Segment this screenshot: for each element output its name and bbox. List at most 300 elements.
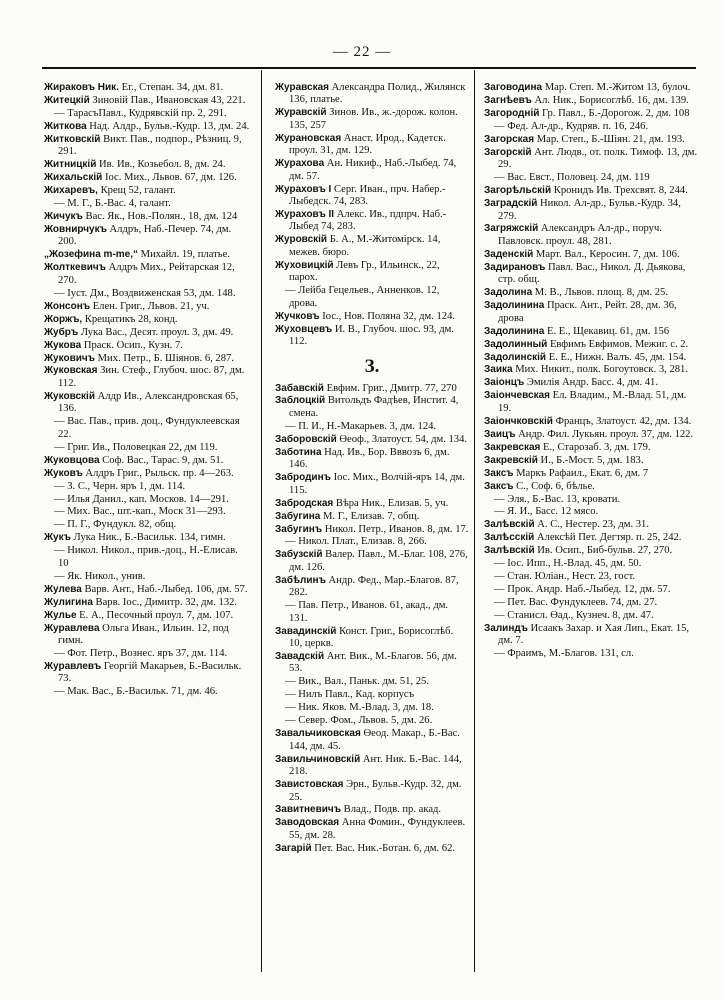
entry-details: — Іос. Ипп., Н.-Влад. 45, дм. 50. bbox=[494, 558, 642, 570]
entry-details: — Никол. Плат., Елизав. 8, 266. bbox=[285, 536, 427, 548]
directory-entry bbox=[275, 536, 469, 548]
entry-details: Крещ 52, галант. bbox=[97, 185, 176, 197]
directory-entry bbox=[275, 395, 469, 420]
entry-details: Ив. Осип., Биб-бульв. 27, 270. bbox=[534, 545, 673, 557]
entry-surname: Журовскій bbox=[275, 234, 328, 246]
entry-surname: Задолинный bbox=[484, 338, 548, 350]
directory-entry bbox=[44, 108, 250, 120]
directory-entry bbox=[275, 524, 469, 536]
directory-entry bbox=[484, 481, 698, 493]
entry-surname: Журавлевъ bbox=[44, 660, 102, 672]
entry-details: Александръ Ал-др., поруч. Павловск. проул. 48, 281. bbox=[498, 223, 662, 247]
directory-column-1 bbox=[44, 82, 250, 699]
entry-surname: Заводовская bbox=[275, 817, 340, 829]
entry-details: Өеоф., Златоуст. 54, дм. 134. bbox=[336, 433, 468, 445]
directory-column-2 bbox=[275, 82, 469, 856]
directory-entry bbox=[44, 584, 250, 596]
directory-entry bbox=[44, 327, 250, 339]
entry-details: Е., Старозаб. 3, дм. 179. bbox=[540, 441, 651, 453]
entry-surname: Задолинина bbox=[484, 325, 545, 337]
entry-details: — Вик., Вал., Паньк. дм. 51, 25. bbox=[285, 676, 429, 688]
entry-surname: Залѣвскій bbox=[484, 519, 535, 531]
entry-surname: Журахова bbox=[275, 158, 325, 170]
directory-entry bbox=[484, 506, 698, 518]
entry-details: Исаакъ Захар. и Хая Лип., Екат. 15, дм. 7. bbox=[498, 623, 690, 647]
entry-details: — Вас. Пав., прив. доц., Фундуклеевская 22. bbox=[54, 416, 240, 440]
directory-entry bbox=[44, 301, 250, 313]
entry-surname: Заіончковскій bbox=[484, 415, 553, 427]
entry-surname: Задолина bbox=[484, 287, 533, 299]
entry-details: Алдръ Мих., Рейтарская 12, 270. bbox=[58, 262, 235, 286]
entry-details: Ан. Никиф., Наб.-Лыбед. 74, дм. 57. bbox=[289, 158, 457, 182]
entry-details: Над. Алдр., Бульв.-Кудр. 13, дм. 24. bbox=[86, 120, 250, 132]
entry-details: — Эля., Б.-Вас. 13, кровати. bbox=[494, 493, 621, 505]
page-number: — 22 — bbox=[332, 44, 392, 60]
directory-entry bbox=[44, 82, 250, 94]
directory-entry bbox=[44, 198, 250, 210]
entry-details: — П. Г., Фундукл. 82, общ. bbox=[54, 519, 177, 531]
entry-surname: Житецкій bbox=[44, 94, 90, 106]
directory-entry bbox=[484, 571, 698, 583]
entry-details: Іос., Нов. Поляна 32, дм. 124. bbox=[319, 310, 456, 322]
directory-entry bbox=[44, 185, 250, 197]
entry-details: Варв. Іос., Димитр. 32, дм. 132. bbox=[92, 596, 238, 608]
entry-details: Евфимъ Евфимов. Межиг. с. 2. bbox=[547, 338, 689, 350]
directory-entry bbox=[484, 172, 698, 184]
directory-entry bbox=[44, 353, 250, 365]
column-divider bbox=[261, 70, 262, 972]
entry-details: Іос. Мих., Волчій-яръ 14, дм. 115. bbox=[289, 472, 465, 496]
directory-entry bbox=[484, 108, 698, 120]
directory-entry bbox=[44, 532, 250, 544]
entry-surname: Заксъ bbox=[484, 467, 514, 479]
entry-details: — Григ. Ив., Половецкая 22, дм 119. bbox=[54, 441, 218, 453]
entry-surname: Забродская bbox=[275, 497, 334, 509]
entry-details: Над. Ив., Бор. Вввозъ 6, дм. 146. bbox=[289, 446, 450, 471]
entry-details: Алекс. Ив., пдпрч. Наб.-Лыбед 74, 283. bbox=[289, 209, 447, 233]
directory-entry bbox=[44, 610, 250, 622]
directory-entry bbox=[44, 571, 250, 583]
entry-details: Мих. Петр., Б. Шіянов. 6, 287. bbox=[94, 352, 234, 364]
directory-entry bbox=[275, 549, 469, 574]
entry-details: Лука Вас., Десят. проул. 3, дм. 49. bbox=[78, 326, 234, 338]
directory-entry bbox=[484, 584, 698, 596]
entry-surname: Жихаревъ, bbox=[44, 185, 98, 197]
directory-entry bbox=[275, 285, 469, 310]
entry-details: Андр. Фил. Лукьян. проул. 37, дм. 122. bbox=[515, 428, 694, 440]
directory-entry bbox=[484, 416, 698, 428]
directory-entry bbox=[44, 519, 250, 531]
entry-details: Алексѣй Пет. Дегтяр. п. 25, 242. bbox=[534, 532, 682, 544]
entry-details: Серг. Иван., прч. Набер.-Лыбедск. 74, 283. bbox=[289, 183, 446, 208]
directory-entry bbox=[484, 223, 698, 248]
directory-entry bbox=[275, 158, 469, 183]
entry-details: Зинов. Ив., ж.-дорож. колон. 135, 257 bbox=[289, 107, 458, 131]
directory-entry bbox=[484, 532, 698, 544]
directory-entry bbox=[44, 134, 250, 159]
entry-details: Валер. Павл., М.-Благ. 108, 276, дм. 126. bbox=[289, 549, 468, 573]
directory-entry bbox=[484, 623, 698, 648]
entry-surname: Заденскій bbox=[484, 248, 534, 260]
entry-surname: Заблоцкій bbox=[275, 395, 326, 407]
entry-surname: Загорская bbox=[484, 133, 535, 145]
entry-surname: Жуковскій bbox=[44, 390, 95, 402]
entry-details: Пет. Вас. Ник.-Ботан. 6, дм. 62. bbox=[311, 842, 456, 854]
section-letter: З. bbox=[364, 355, 380, 377]
directory-entry bbox=[275, 626, 469, 651]
entry-surname: Жукова bbox=[44, 339, 82, 351]
entry-details: Конст. Григ., Борисоглѣб. 10, церкв. bbox=[289, 625, 454, 650]
directory-entry bbox=[44, 121, 250, 133]
entry-details: Викт. Пав., подпор., Рѣзниц. 9, 291. bbox=[58, 133, 242, 158]
entry-details: Іос. Мих., Львов. 67, дм. 126. bbox=[102, 172, 237, 184]
directory-entry bbox=[484, 300, 698, 325]
directory-entry bbox=[275, 209, 469, 234]
directory-entry bbox=[44, 159, 250, 171]
entry-surname: Задолинскій bbox=[484, 351, 547, 363]
entry-surname: Заборовскій bbox=[275, 433, 337, 445]
directory-entry bbox=[484, 648, 698, 660]
entry-details: Александра Полид., Жилянск 136, платье. bbox=[289, 82, 466, 106]
entry-surname: Жучковъ bbox=[275, 310, 320, 322]
directory-entry bbox=[275, 575, 469, 600]
directory-entry bbox=[44, 623, 250, 648]
entry-details: — Вас. Евст., Половец. 24, дм. 119 bbox=[494, 172, 650, 184]
entry-details: Эмилія Андр. Басс. 4, дм. 41. bbox=[524, 377, 658, 389]
directory-entry bbox=[44, 314, 250, 326]
entry-surname: Житкова bbox=[44, 120, 87, 132]
header-rule bbox=[42, 67, 696, 69]
entry-details: Мих. Никит., полк. Богоутовск. 3, 281. bbox=[512, 364, 689, 376]
directory-entry bbox=[484, 442, 698, 454]
directory-entry bbox=[275, 651, 469, 676]
entry-surname: Заксъ bbox=[484, 480, 514, 492]
entry-details: — Ник. Яков. М.-Влад. 3, дм. 18. bbox=[285, 702, 434, 714]
directory-entry bbox=[44, 262, 250, 287]
entry-details: Ант. Ник. Б.-Вас. 144, 218. bbox=[289, 753, 462, 778]
directory-entry bbox=[484, 134, 698, 146]
entry-surname: Завильчиновскій bbox=[275, 753, 361, 765]
entry-surname: Жуховцевъ bbox=[275, 323, 333, 335]
entry-details: Зин. Стеф., Глубоч. шос. 87, дм. 112. bbox=[58, 365, 245, 389]
entry-surname: Залѣсскій bbox=[484, 532, 535, 544]
directory-entry bbox=[484, 352, 698, 364]
directory-entry bbox=[275, 511, 469, 523]
entry-details: Варв. Ант., Наб.-Лыбед. 106, дм. 57. bbox=[81, 583, 248, 595]
entry-surname: Жураховъ I bbox=[275, 183, 332, 195]
entry-details: И., Б.-Мост. 5, дм. 183. bbox=[537, 454, 644, 466]
entry-surname: Заицъ bbox=[484, 428, 516, 440]
entry-surname: Закревская bbox=[484, 441, 541, 453]
directory-entry bbox=[484, 429, 698, 441]
directory-entry bbox=[275, 754, 469, 779]
entry-surname: Журавская bbox=[275, 82, 329, 93]
entry-details: Францъ, Златоуст. 42, дм. 134. bbox=[552, 415, 692, 427]
directory-entry bbox=[484, 121, 698, 133]
entry-surname: Загряжскій bbox=[484, 223, 539, 235]
entry-details: Ал. Ник., Борисоглѣб. 16, дм. 139. bbox=[531, 94, 689, 106]
directory-entry bbox=[275, 311, 469, 323]
directory-entry bbox=[44, 506, 250, 518]
directory-entry bbox=[275, 447, 469, 472]
directory-entry bbox=[44, 95, 250, 107]
directory-entry bbox=[484, 364, 698, 376]
entry-details: А. С., Нестер. 23, дм. 31. bbox=[534, 519, 649, 531]
entry-details: Витольдъ Фадѣев, Инстит. 4, смена. bbox=[289, 395, 459, 419]
directory-entry bbox=[44, 648, 250, 660]
entry-details: Б. А., М.-Житомірск. 14, межев. бюро. bbox=[289, 234, 441, 258]
entry-details: М. Г., Елизав. 7, общ. bbox=[320, 510, 420, 522]
entry-details: — М. Г., Б.-Вас. 4, галант. bbox=[54, 198, 171, 210]
entry-details: Март. Вал., Керосин. 7, дм. 106. bbox=[533, 248, 680, 260]
entry-details: Елен. Григ., Львов. 21, уч. bbox=[90, 300, 210, 312]
entry-surname: Жонсонъ bbox=[44, 300, 91, 312]
directory-entry bbox=[484, 545, 698, 557]
entry-details: Павл. Вас., Никол. Д. Дьякова, стр. общ. bbox=[498, 261, 686, 286]
entry-surname: Жолткевичъ bbox=[44, 262, 106, 274]
entry-details: — ТарасъПавл., Кудрявскій пр. 2, 291. bbox=[54, 107, 227, 119]
entry-details: — Станисл. Өад., Кузнеч. 8, дм. 47. bbox=[494, 610, 654, 622]
entry-details: Влад., Подв. пр. акад. bbox=[341, 804, 442, 816]
entry-details: Анаст. Ирод., Кадетск. проул. 31, дм. 129. bbox=[289, 132, 446, 157]
entry-details: — Илья Данил., кап. Москов. 14—291. bbox=[54, 493, 229, 505]
directory-entry bbox=[44, 288, 250, 300]
entry-surname: Закревскій bbox=[484, 454, 538, 466]
entry-surname: „Жозефина m-me,“ bbox=[44, 249, 139, 261]
directory-entry bbox=[275, 234, 469, 259]
entry-surname: Загнѣевъ bbox=[484, 94, 532, 106]
entry-surname: Заговодина bbox=[484, 82, 543, 93]
entry-details: — Як. Никол., унив. bbox=[54, 570, 146, 582]
entry-surname: Заботина bbox=[275, 446, 322, 458]
directory-entry bbox=[44, 211, 250, 223]
directory-entry bbox=[275, 133, 469, 158]
directory-entry bbox=[484, 185, 698, 197]
directory-entry bbox=[275, 676, 469, 688]
entry-surname: Жулева bbox=[44, 583, 82, 595]
entry-details: Алдръ Григ., Рыльск. пр. 4—263. bbox=[82, 467, 234, 479]
directory-entry bbox=[44, 365, 250, 390]
entry-details: Е. Е., Щекавиц. 61, дм. 156 bbox=[544, 325, 670, 337]
entry-surname: Жуковъ bbox=[44, 467, 83, 479]
entry-surname: Заіончевская bbox=[484, 390, 550, 402]
directory-entry bbox=[275, 817, 469, 842]
directory-entry bbox=[484, 494, 698, 506]
entry-surname: Задирановъ bbox=[484, 261, 546, 273]
entry-details: Өеод. Макар., Б.-Вас. 144, дм. 45. bbox=[289, 728, 460, 752]
entry-details: Кронидъ Ив. Трехсвят. 8, 244. bbox=[551, 185, 688, 197]
entry-details: — Мак. Вас., Б.-Васильк. 71, дм. 46. bbox=[54, 686, 218, 698]
entry-surname: Загородній bbox=[484, 107, 540, 119]
entry-details: — Север. Фом., Львов. 5, дм. 26. bbox=[285, 715, 433, 727]
entry-surname: Забродинъ bbox=[275, 472, 331, 484]
directory-entry bbox=[484, 597, 698, 609]
directory-entry bbox=[44, 249, 250, 261]
entry-surname: Жукъ bbox=[44, 532, 71, 544]
directory-entry bbox=[484, 95, 698, 107]
entry-details: — Фот. Петр., Вознес. яръ 37, дм. 114. bbox=[54, 647, 228, 659]
entry-surname: Жулигина bbox=[44, 596, 93, 608]
entry-details: Алдр Ив., Александровская 65, 136. bbox=[58, 390, 239, 415]
entry-surname: Забавскій bbox=[275, 382, 324, 394]
entry-details: Мар. Степ. М.-Житом 13, булоч. bbox=[542, 82, 691, 93]
directory-entry bbox=[275, 689, 469, 701]
entry-surname: Завистовская bbox=[275, 779, 344, 791]
entry-details: Михайл. 19, платье. bbox=[138, 249, 230, 261]
entry-details: Е. Е., Нижн. Валъ. 45, дм. 154. bbox=[546, 351, 687, 363]
entry-details: — Стан. Юліан., Нест. 23, гост. bbox=[494, 571, 636, 583]
directory-entry bbox=[44, 416, 250, 441]
directory-entry bbox=[484, 326, 698, 338]
directory-entry bbox=[484, 377, 698, 389]
directory-entry bbox=[44, 442, 250, 454]
directory-entry bbox=[275, 82, 469, 107]
directory-entry bbox=[44, 224, 250, 249]
column-divider bbox=[474, 70, 475, 972]
entry-details: Праск. Осип., Кузн. 7. bbox=[81, 339, 183, 351]
entry-surname: Журавлева bbox=[44, 622, 100, 634]
entry-surname: Завадскій bbox=[275, 651, 325, 663]
directory-entry bbox=[275, 804, 469, 816]
entry-details: С., Соф. 6, бѣлье. bbox=[513, 480, 595, 492]
directory-entry bbox=[275, 434, 469, 446]
entry-details: — Мих. Вас., шт.-кап., Моск 31—293. bbox=[54, 506, 226, 518]
entry-surname: Завадинскій bbox=[275, 625, 337, 637]
directory-entry bbox=[275, 421, 469, 433]
entry-details: Алдръ, Наб.-Печер. 74, дм. 200. bbox=[58, 223, 232, 248]
directory-entry bbox=[484, 455, 698, 467]
entry-details: Праск. Ант., Рейт. 28, дм. 36, дрова bbox=[498, 300, 677, 324]
entry-details: Гр. Павл., Б.-Дорогож. 2, дм. 108 bbox=[539, 107, 690, 119]
entry-details: Анна Фомин., Фундуклеев. 55, дм. 28. bbox=[289, 817, 466, 841]
entry-details: Ольга Иван., Ильин. 12, под гимн. bbox=[58, 622, 229, 646]
entry-details: Ел. Владим., М.-Влад. 51, дм. 19. bbox=[498, 390, 687, 414]
directory-entry bbox=[275, 184, 469, 209]
directory-entry bbox=[484, 390, 698, 415]
directory-entry bbox=[484, 339, 698, 351]
entry-details: — З. С., Черн. яръ 1, дм. 114. bbox=[54, 480, 186, 492]
entry-surname: Жичукъ bbox=[44, 211, 83, 223]
directory-entry bbox=[275, 107, 469, 132]
directory-entry bbox=[275, 728, 469, 753]
entry-details: Мар. Степ., Б.-Шіян. 21, дм. 193. bbox=[534, 133, 685, 145]
directory-entry bbox=[484, 610, 698, 622]
entry-surname: Заіонцъ bbox=[484, 377, 525, 389]
entry-details: — Лейба Гецельев., Анненков. 12, дрова. bbox=[285, 285, 440, 309]
entry-surname: Жуховицкій bbox=[275, 259, 334, 271]
entry-surname: Завитневичъ bbox=[275, 804, 342, 816]
entry-surname: Жуковичъ bbox=[44, 352, 95, 364]
entry-surname: Жуковская bbox=[44, 365, 98, 377]
entry-surname: Забугинъ bbox=[275, 523, 323, 535]
directory-entry bbox=[484, 262, 698, 287]
entry-details: Маркъ Рафаил., Екат. 6, дм. 7 bbox=[513, 467, 649, 479]
entry-surname: Жураховъ II bbox=[275, 209, 335, 221]
entry-surname: Жубръ bbox=[44, 326, 79, 338]
entry-details: — Фед. Ал-др., Кудряв. п. 16, 246. bbox=[494, 120, 649, 132]
entry-details: Зиновій Пав., Ивановская 43, 221. bbox=[89, 94, 246, 106]
entry-details: Вас. Як., Нов.-Полян., 18, дм. 124 bbox=[82, 211, 238, 223]
entry-details: — Пав. Петр., Иванов. 61, акад., дм. 131. bbox=[285, 600, 449, 624]
directory-entry bbox=[275, 715, 469, 727]
directory-entry bbox=[484, 198, 698, 223]
directory-entry bbox=[44, 172, 250, 184]
entry-details: Эрн., Бульв.-Кудр. 32, дм. 25. bbox=[289, 779, 462, 803]
entry-details: — Я. И., Басс. 12 мясо. bbox=[494, 506, 599, 518]
directory-entry bbox=[44, 661, 250, 686]
directory-entry bbox=[44, 597, 250, 609]
entry-details: Ив. Ив., Козьебол. 8, дм. 24. bbox=[96, 159, 226, 171]
directory-entry bbox=[44, 340, 250, 352]
entry-surname: Журановская bbox=[275, 132, 342, 144]
entry-surname: Загорѣльскій bbox=[484, 185, 552, 197]
directory-entry bbox=[44, 686, 250, 698]
directory-entry bbox=[275, 383, 469, 395]
entry-details: — Пет. Вас. Фундуклеев. 74, дм. 27. bbox=[494, 597, 658, 609]
entry-details: Евфим. Григ., Дмитр. 77, 270 bbox=[323, 382, 457, 394]
entry-surname: Житницкій bbox=[44, 159, 97, 171]
entry-details: Ант. Людв., от. полк. Тимоф. 13, дм. 29. bbox=[498, 146, 698, 171]
entry-surname: Заградскій bbox=[484, 198, 538, 210]
entry-details: Лука Ник., Б.-Васильк. 134, гимн. bbox=[70, 532, 226, 544]
entry-surname: Забѣлинъ bbox=[275, 574, 326, 586]
entry-surname: Загорскій bbox=[484, 146, 532, 158]
entry-details: — Прок. Андр. Наб.-Лыбед. 12, дм. 57. bbox=[494, 584, 671, 596]
directory-entry bbox=[275, 260, 469, 285]
entry-details: М. В., Львов. площ. 8, дм. 25. bbox=[532, 287, 668, 299]
entry-details: Соф. Вас., Тарас. 9, дм. 51. bbox=[99, 454, 224, 466]
entry-surname: Задолинина bbox=[484, 300, 545, 312]
entry-details: Никол. Петр., Иванов. 8, дм. 17. bbox=[322, 523, 469, 535]
entry-details: — Фраимъ, М.-Благов. 131, сл. bbox=[494, 648, 634, 660]
entry-surname: Загарій bbox=[275, 842, 312, 854]
entry-details: Георгій Макарьев, Б.-Васильк. 73. bbox=[58, 660, 242, 685]
entry-details: Андр. Фед., Мар.-Благов. 87, 282. bbox=[289, 574, 459, 599]
directory-entry bbox=[44, 545, 250, 570]
entry-surname: Забузскій bbox=[275, 549, 323, 561]
entry-details: — Нилъ Павл., Кад. корпусъ bbox=[285, 689, 415, 701]
directory-entry bbox=[44, 391, 250, 416]
directory-entry bbox=[484, 558, 698, 570]
directory-entry bbox=[484, 82, 698, 94]
directory-entry bbox=[275, 498, 469, 510]
directory-entry bbox=[44, 468, 250, 480]
entry-surname: Жихальскій bbox=[44, 172, 103, 184]
directory-entry bbox=[484, 249, 698, 261]
directory-entry bbox=[44, 494, 250, 506]
entry-surname: Залѣвскій bbox=[484, 545, 535, 557]
entry-surname: Жовнирчукъ bbox=[44, 223, 107, 235]
entry-details: Е. А., Песочный проул. 7, дм. 107. bbox=[76, 609, 234, 621]
entry-details: — Никол. Никол., прив.-доц., Н.-Елисав. 10 bbox=[54, 545, 238, 569]
entry-surname: Житковскій bbox=[44, 133, 101, 145]
entry-details: Левъ Гр., Ильинск., 22, парох. bbox=[289, 259, 440, 284]
directory-entry bbox=[484, 147, 698, 172]
entry-surname: Журавскій bbox=[275, 107, 327, 119]
entry-details: — Іуст. Дм., Воздвиженская 53, дм. 148. bbox=[54, 287, 236, 299]
directory-entry bbox=[484, 519, 698, 531]
entry-surname: Забугина bbox=[275, 510, 321, 522]
directory-entry bbox=[44, 481, 250, 493]
directory-entry bbox=[275, 472, 469, 497]
entry-surname: Заика bbox=[484, 364, 513, 376]
entry-details: Вѣра Ник., Елизав. 5, уч. bbox=[333, 497, 449, 509]
entry-details: Никол. Ал-др., Бульв.-Кудр. 34, 279. bbox=[498, 198, 681, 222]
entry-details: Ант. Вик., М.-Благов. 56, дм. 53. bbox=[289, 651, 457, 675]
entry-details: И. В., Глубоч. шос. 93, дм. 112. bbox=[289, 323, 454, 348]
entry-details: Крещатикъ 28, конд. bbox=[82, 313, 178, 325]
directory-entry bbox=[275, 324, 469, 349]
